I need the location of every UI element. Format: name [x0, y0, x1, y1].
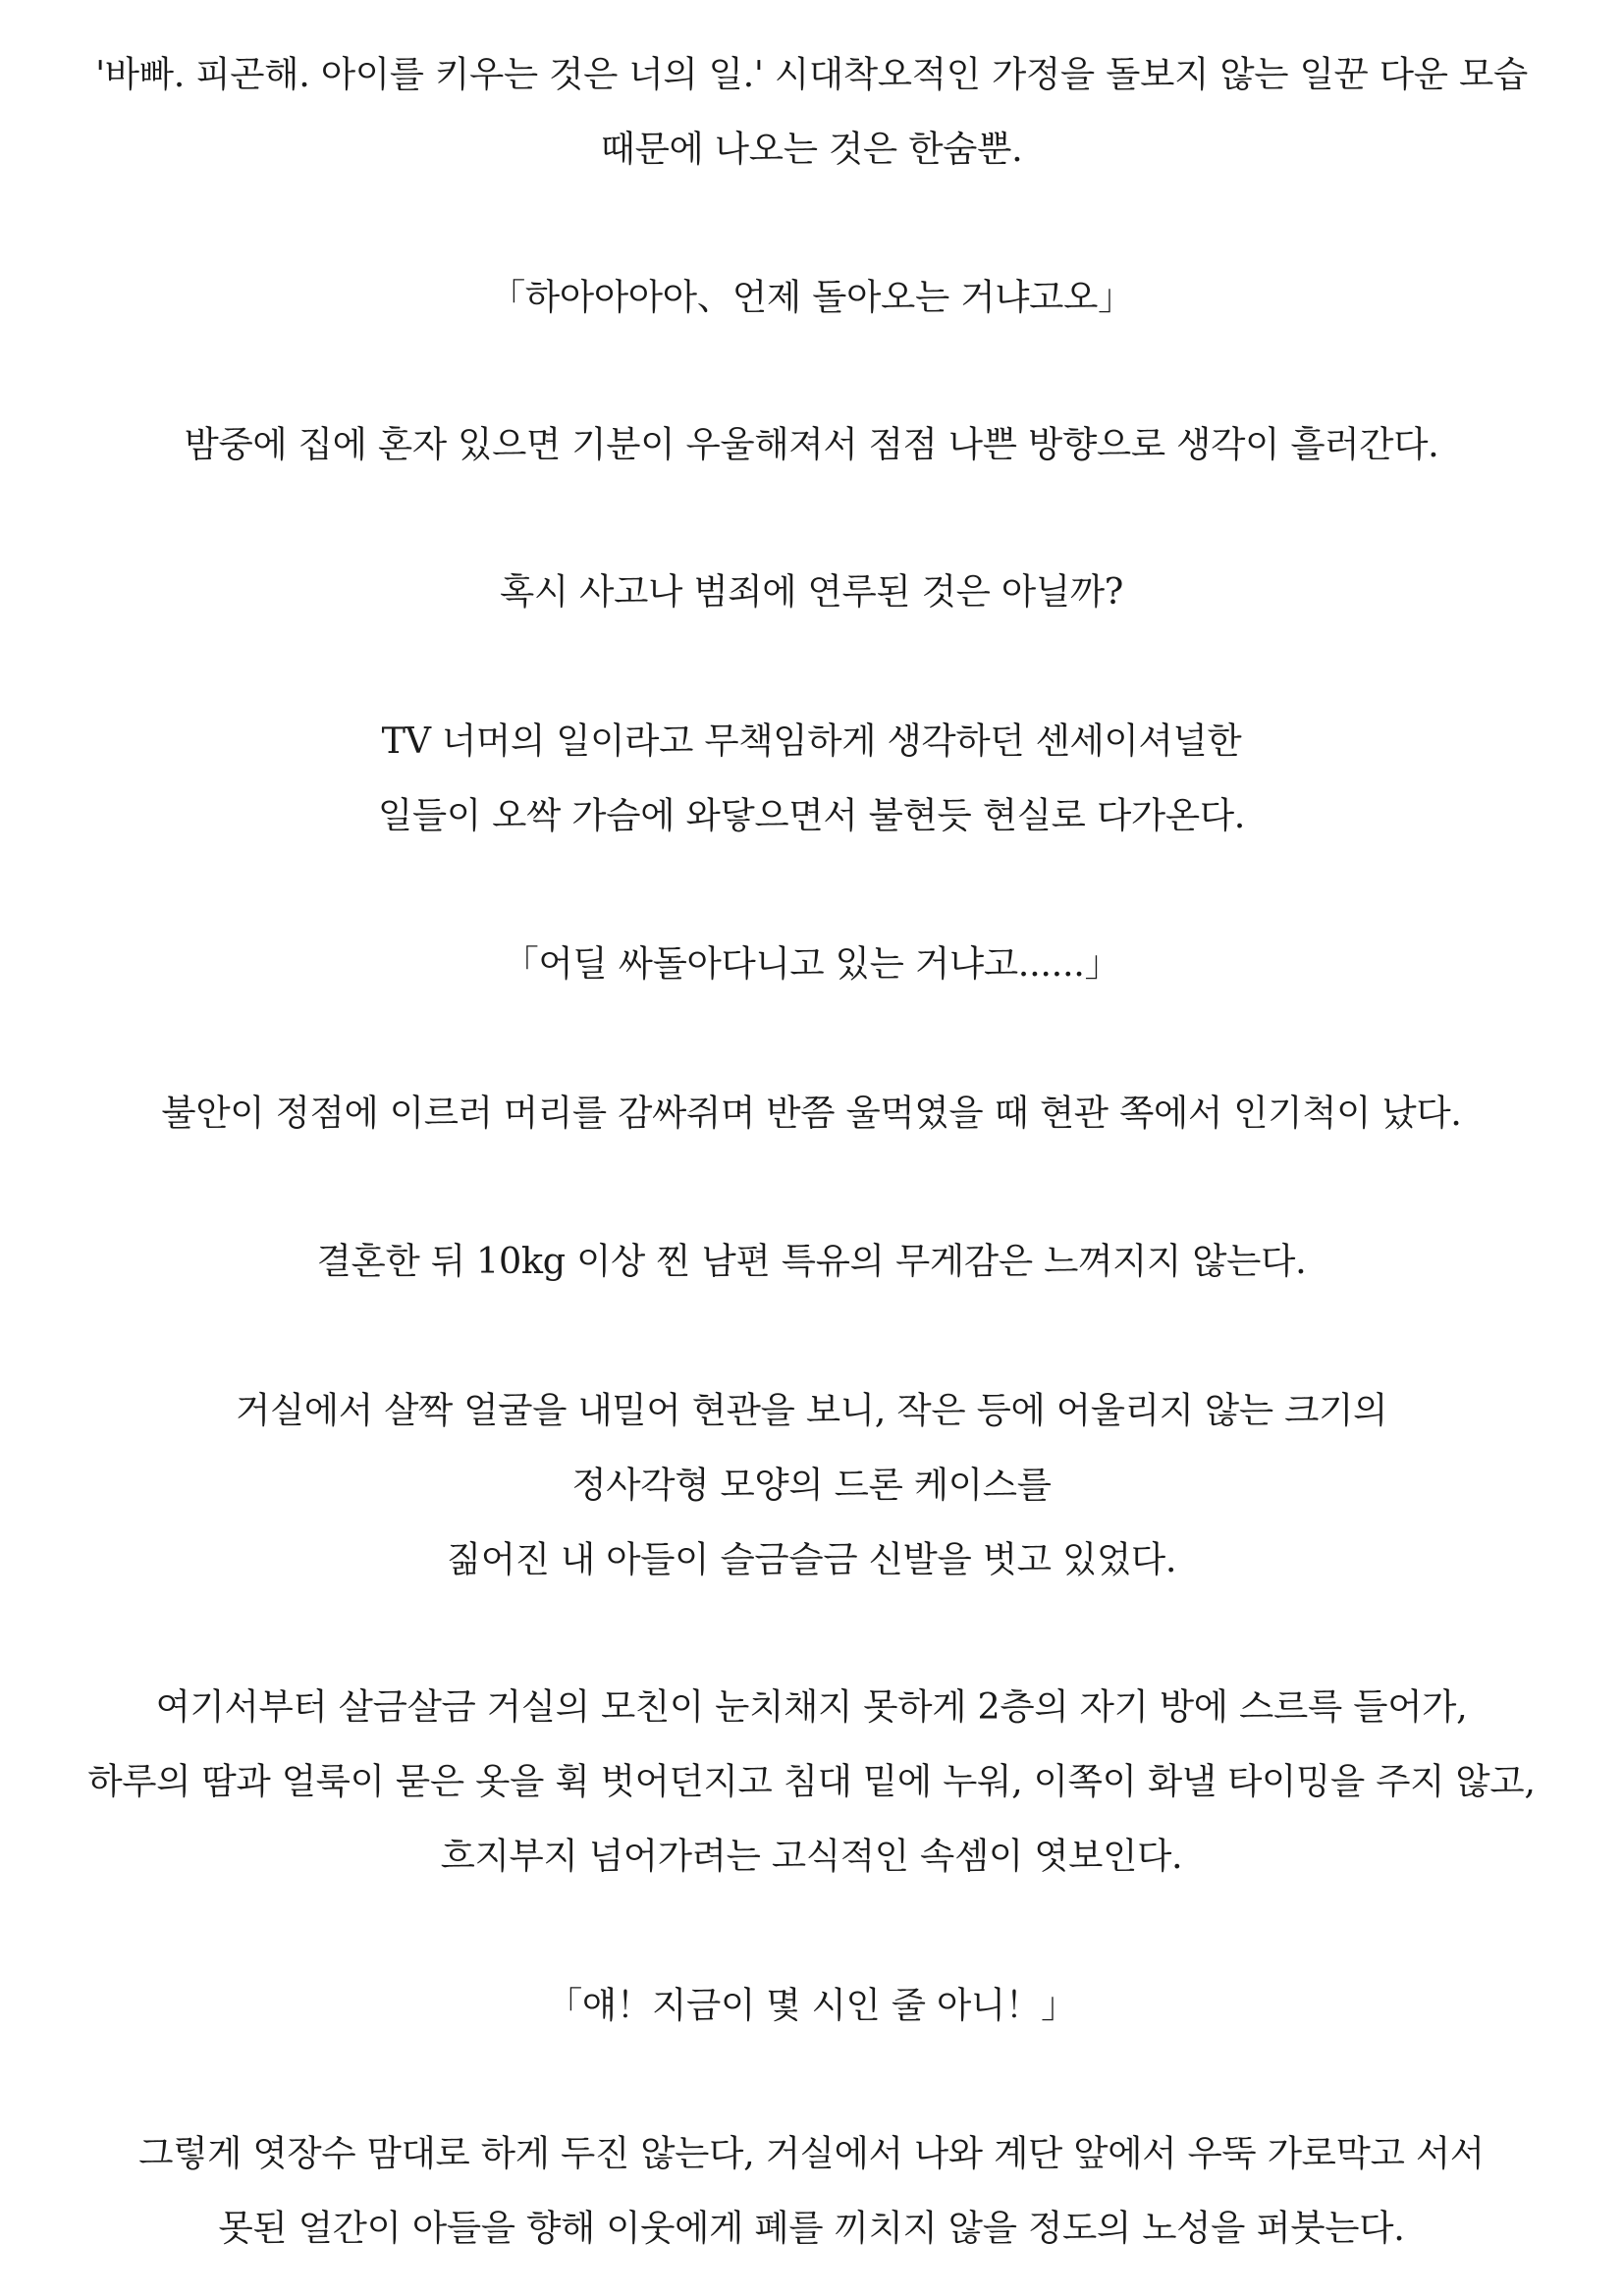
- text-line: 일들이 오싹 가슴에 와닿으면서 불현듯 현실로 다가온다.: [377, 794, 1246, 836]
- text-line: 혹시 사고나 범죄에 연루된 것은 아닐까?: [499, 570, 1124, 613]
- text-line: 못된 얼간이 아들을 향해 이웃에게 폐를 끼치지 않을 정도의 노성을 퍼붓는다.: [218, 2207, 1405, 2249]
- text-line: 하루의 땀과 얼룩이 묻은 옷을 휙 벗어던지고 침대 밑에 누워, 이쪽이 화낼 타이밍을 주지 않고,: [87, 1760, 1536, 1802]
- dialogue-line: 「어딜 싸돌아다니고 있는 거냐고......」: [503, 942, 1120, 985]
- text-line: 그렇게 엿장수 맘대로 하게 두진 않는다, 거실에서 나와 계단 앞에서 우뚝 가로막고 서서: [138, 2132, 1485, 2174]
- text-line: 거실에서 살짝 얼굴을 내밀어 현관을 보니, 작은 등에 어울리지 않는 크기의: [235, 1389, 1388, 1431]
- dialogue-line: 「얘！지금이 몇 시인 줄 아니！」: [546, 1984, 1077, 2026]
- text-line: 때문에 나오는 것은 한숨뿐.: [600, 128, 1023, 170]
- paragraph: [0, 927, 1623, 1001]
- text-line: 여기서부터 살금살금 거실의 모친이 눈치채지 못하게 2층의 자기 방에 스르륵 들어가,: [155, 1685, 1468, 1728]
- paragraph: [0, 704, 1623, 853]
- text-line: '바빠. 피곤해. 아이를 키우는 것은 너의 일.' 시대착오적인 가정을 돌보지 않는 일꾼 다운 모습: [95, 53, 1528, 95]
- text-line: 불안이 정점에 이르러 머리를 감싸쥐며 반쯤 울먹였을 때 현관 쪽에서 인기척이 났다.: [161, 1092, 1462, 1134]
- paragraph: [0, 37, 1623, 187]
- text-line: TV 너머의 일이라고 무책임하게 생각하던 센세이셔널한: [381, 720, 1242, 762]
- paragraph: [0, 260, 1623, 335]
- text-line: 짊어진 내 아들이 슬금슬금 신발을 벗고 있었다.: [446, 1538, 1177, 1580]
- text-line: 결혼한 뒤 10kg 이상 찐 남편 특유의 무게감은 느껴지지 않는다.: [316, 1240, 1307, 1282]
- paragraph: [0, 1968, 1623, 2043]
- paragraph: [0, 1670, 1623, 1894]
- dialogue-line: 「하아아아아、언제 돌아오는 거냐고오」: [489, 276, 1134, 318]
- text-line: 밤중에 집에 혼자 있으면 기분이 우울해져서 점점 나쁜 방향으로 생각이 흘러간다.: [184, 423, 1439, 465]
- text-line: 흐지부지 넘어가려는 고식적인 속셈이 엿보인다.: [440, 1835, 1183, 1877]
- paragraph: [0, 2116, 1623, 2266]
- text-line: 정사각형 모양의 드론 케이스를: [571, 1464, 1052, 1506]
- paragraph: [0, 1076, 1623, 1150]
- paragraph: [0, 407, 1623, 482]
- paragraph: [0, 555, 1623, 629]
- paragraph: [0, 1224, 1623, 1299]
- paragraph: [0, 1373, 1623, 1597]
